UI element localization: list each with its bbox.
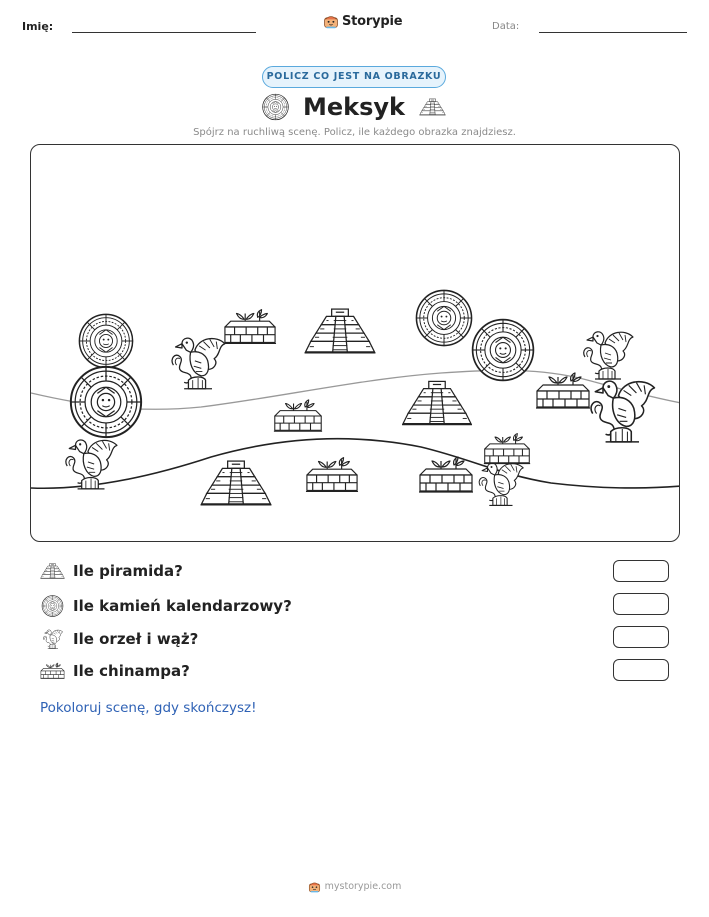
- answer-box-pyramid[interactable]: [613, 560, 669, 582]
- question-row-eagle-snake: [40, 628, 198, 650]
- title-row: [262, 91, 446, 123]
- scene-calendar-stone-2: [71, 367, 141, 437]
- chinampa-icon: [40, 661, 65, 681]
- scene-illustration: [31, 145, 680, 542]
- eagle-snake-icon: [40, 628, 65, 650]
- question-row-pyramid: [40, 562, 183, 580]
- footer: [0, 880, 709, 893]
- scene-chinampa-2: [274, 400, 322, 431]
- answer-box-eagle-snake[interactable]: [613, 626, 669, 648]
- worksheet-title: Meksyk: [302, 93, 405, 121]
- calendar-stone-icon: [262, 91, 289, 123]
- question-text: Ile kamień kalendarzowy?: [73, 597, 292, 615]
- scene-eagle-4: [591, 381, 654, 442]
- question-row-chinampa: [40, 661, 190, 681]
- scene-eagle-1: [172, 338, 225, 389]
- pyramid-icon: [40, 562, 65, 580]
- question-text: Ile chinampa?: [73, 662, 190, 680]
- scene-pyramid-3: [201, 461, 272, 505]
- scene-chinampa-4: [484, 434, 530, 464]
- storypie-mascot-icon: [323, 13, 339, 29]
- scene-chinampa-6: [419, 457, 473, 492]
- calendar-stone-icon: [40, 595, 65, 617]
- scene-eagle-5: [479, 463, 523, 505]
- worksheet-badge: POLICZ CO JEST NA OBRAZKU: [262, 66, 446, 88]
- answer-box-calendar-stone[interactable]: [613, 593, 669, 615]
- answer-box-chinampa[interactable]: [613, 659, 669, 681]
- busy-scene: [30, 144, 680, 542]
- pyramid-icon: [419, 94, 446, 120]
- closing-instruction: Pokoloruj scenę, gdy skończysz!: [40, 700, 257, 716]
- storypie-mascot-icon: [308, 880, 321, 893]
- scene-eagle-3: [584, 332, 633, 379]
- question-text: Ile orzeł i wąż?: [73, 630, 199, 648]
- question-text: Ile piramida?: [73, 562, 183, 580]
- scene-pyramid-2: [402, 381, 472, 424]
- scene-eagle-2: [66, 440, 117, 489]
- scene-chinampa-5: [306, 458, 358, 492]
- scene-pyramid-1: [305, 309, 376, 353]
- question-row-calendar-stone: [40, 595, 292, 617]
- date-label: Data:: [492, 21, 520, 32]
- scene-calendar-stone-3: [416, 290, 471, 345]
- scene-calendar-stone-4: [473, 320, 534, 381]
- brand-logo: [323, 13, 402, 29]
- footer-url: mystorypie.com: [324, 881, 402, 892]
- worksheet-subtitle: Spójrz na ruchliwą scenę. Policz, ile każdego obrazka znajdziesz.: [193, 127, 516, 138]
- name-line[interactable]: [72, 32, 256, 33]
- brand-name: Storypie: [342, 13, 403, 29]
- name-label: Imię:: [22, 20, 54, 33]
- scene-chinampa-1: [224, 310, 276, 344]
- scene-calendar-stone-1: [79, 314, 132, 367]
- date-line[interactable]: [539, 32, 687, 33]
